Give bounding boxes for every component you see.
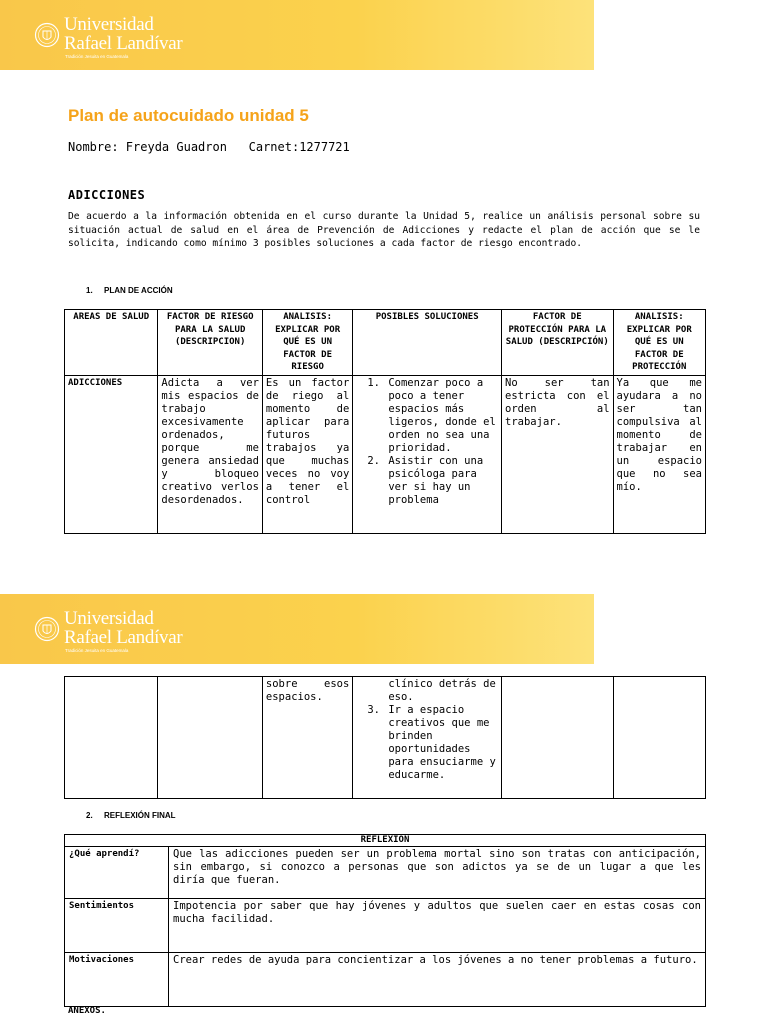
solucion-continuation: clínico detrás de eso. [388,678,496,703]
section2-title: REFLEXIÓN FINAL [104,811,176,820]
analisis-proteccion-cell-empty [613,677,705,799]
soluciones-cell [353,375,502,533]
reflexion-table [64,834,706,1007]
factor-proteccion-cell-empty [502,677,614,799]
reflexion-label-motivaciones: Motivaciones [65,953,169,1007]
reflexion-label-sentimientos: Sentimientos [65,899,169,953]
university-seal-icon [34,610,60,648]
university-header-band [0,0,594,70]
list-item: 1. Comenzar poco a poco a tener espacios más ligeros, donde el orden no sea una prioridad. [386,377,498,455]
university-logo [34,14,183,59]
student-name-line: Nombre: Freyda Guadron Carnet:1277721 [68,140,350,154]
section1-title: PLAN DE ACCIÓN [104,286,173,295]
table-row [65,899,706,953]
section2-number: 2. [86,811,93,820]
reflexion-header-row [65,835,706,847]
logo-line1: Universidad [64,14,154,35]
logo-line1: Universidad [64,608,154,629]
logo-line2: Rafael Landívar [64,627,183,648]
section-heading: ADICCIONES [68,188,146,202]
reflexion-header: REFLEXION [65,835,706,847]
action-plan-table-continued [64,676,706,799]
action-plan-table [64,309,706,534]
table-header-row [65,310,706,376]
soluciones-cell-cont [353,677,502,799]
col-header-soluciones: POSIBLES SOLUCIONES [353,310,502,376]
reflexion-label-aprendi: ¿Qué aprendí? [65,847,169,899]
soluciones-list [356,377,498,507]
document-title: Plan de autocuidado unidad 5 [68,106,309,125]
logo-tagline: Tradición Jesuita en Guatemala [65,648,129,653]
col-header-analisis-proteccion: ANALISIS: EXPLICAR POR QUÉ ES UN FACTOR DE PROTECCIÓN [613,310,705,376]
reflexion-text-motivaciones: Crear redes de ayuda para concientizar a los jóvenes a no tener problemas a futuro. [169,953,706,1007]
area-cell-empty [65,677,158,799]
list-item: 3. Ir a espacio creativos que me brinden oportunidades para ensuciarme y educarme. [386,704,498,782]
logo-tagline: Tradición Jesuita en Guatemala [65,54,129,59]
table-row [65,847,706,899]
logo-line2: Rafael Landívar [64,33,183,54]
section2-heading [86,811,176,820]
page-gap [0,560,768,594]
university-seal-icon [34,16,60,54]
factor-riesgo-cell: Adicta a ver mis espacios de trabajo excesivamente ordenados, porque me genera ansiedad y bloqueo creativo verlos desordenados. [158,375,262,533]
soluciones-list-cont [356,704,498,782]
university-logo [34,608,183,653]
analisis-proteccion-cell: Ya que me ayudara a no ser tan compulsiva al momento de trabajar en un espacio que no sea mío. [613,375,705,533]
col-header-areas: AREAS DE SALUD [65,310,158,376]
col-header-analisis-riesgo: ANALISIS: EXPLICAR POR QUÉ ES UN FACTOR DE RIESGO [262,310,352,376]
table-row [65,375,706,533]
factor-proteccion-cell: No ser tan estricta con el orden al trabajar. [502,375,614,533]
university-header-band [0,594,594,664]
list-item: 2. Asistir con una psicóloga para ver si hay un problema [386,455,498,507]
reflexion-text-sentimientos: Impotencia por saber que hay jóvenes y adultos que suelen caer en estas cosas con mucha facilidad. [169,899,706,953]
intro-paragraph: De acuerdo a la información obtenida en el curso durante la Unidad 5, realice un análisis personal sobre su situación actual de salud en el área de Prevención de Adicciones y redacte el plan de acción que se le solicita, indicando como mínimo 3 posibles soluciones a cada factor de riesgo encontrado. [68,211,700,249]
section1-heading [86,286,173,295]
table-row [65,953,706,1007]
factor-riesgo-cell-empty [158,677,262,799]
anexos-heading: ANEXOS. [68,1006,106,1016]
analisis-riesgo-cell-cont: sobre esos espacios. [262,677,352,799]
col-header-factor-riesgo: FACTOR DE RIESGO PARA LA SALUD (DESCRIPCION) [158,310,262,376]
col-header-factor-proteccion: FACTOR DE PROTECCIÓN PARA LA SALUD (DESCRIPCIÓN) [502,310,614,376]
section1-number: 1. [86,286,93,295]
reflexion-text-aprendi: Que las adicciones pueden ser un problema mortal sino son tratas con anticipación, sin embargo, si conozco a personas que son adictos ya se de un lugar a que les diría que fueran. [169,847,706,899]
analisis-riesgo-cell: Es un factor de riego al momento de aplicar para futuros trabajos ya que muchas veces no voy a tener el control [262,375,352,533]
table-row [65,677,706,799]
area-cell: ADICCIONES [65,375,158,533]
